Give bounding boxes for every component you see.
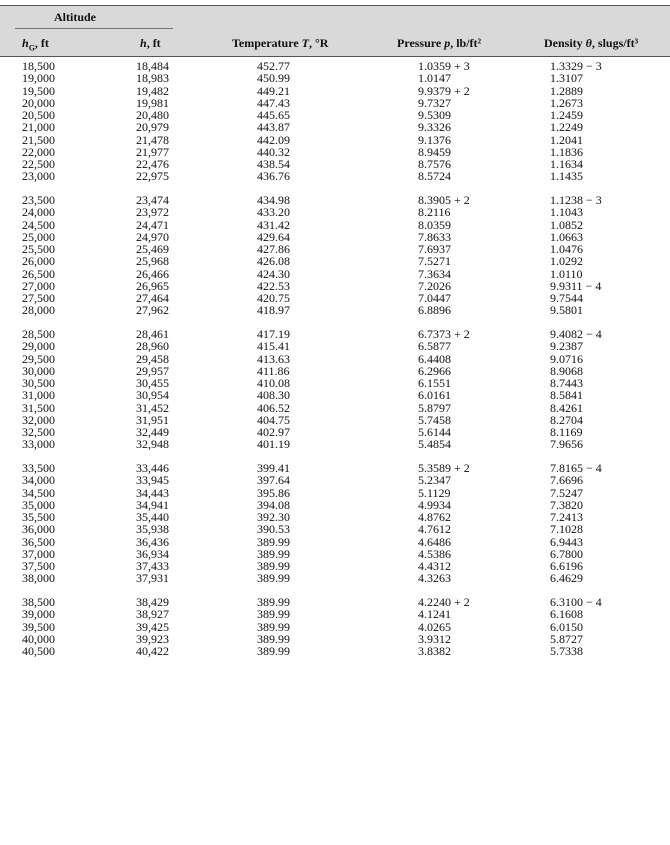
pressure-cell: 8.7576 <box>418 157 451 171</box>
pressure-cell: 5.3589 + 2 <box>418 461 470 475</box>
hg-cell: 38,000 <box>22 571 55 586</box>
temperature-cell: 408.30 <box>257 388 290 403</box>
pressure-cell: 7.0447 <box>418 291 451 305</box>
temperature-cell: 389.99 <box>257 571 290 586</box>
hg-cell: 39,500 <box>22 619 55 634</box>
h-cell: 20,480 <box>136 108 169 122</box>
density-cell: 6.1608 <box>550 607 583 622</box>
density-header: Density θ, slugs/ft³ <box>544 36 639 50</box>
temperature-cell: 413.63 <box>257 351 290 366</box>
temperature-cell: 431.42 <box>257 217 290 232</box>
h-cell: 37,433 <box>136 559 169 573</box>
temperature-cell: 445.65 <box>257 108 290 122</box>
pressure-cell: 6.2966 <box>418 363 451 378</box>
temperature-cell: 417.19 <box>257 327 290 341</box>
pressure-cell: 5.7458 <box>418 412 451 427</box>
h-cell: 29,458 <box>136 351 169 366</box>
pressure-cell: 6.1551 <box>418 376 451 390</box>
density-cell: 1.2889 <box>550 83 583 98</box>
hg-cell: 29,000 <box>22 339 55 354</box>
density-cell: 1.1435 <box>550 169 583 184</box>
h-cell: 40,422 <box>136 644 169 658</box>
h-cell: 27,464 <box>136 291 169 305</box>
density-cell: 1.2673 <box>550 95 583 110</box>
hg-cell: 20,500 <box>22 108 55 122</box>
hg-cell: 30,000 <box>22 363 55 378</box>
density-cell: 8.4261 <box>550 400 583 415</box>
temperature-cell: 442.09 <box>257 132 290 147</box>
hg-cell: 28,500 <box>22 327 55 341</box>
h-cell: 38,927 <box>136 607 169 622</box>
pressure-header: Pressure p, lb/ft² <box>397 36 482 50</box>
h-cell: 39,923 <box>136 631 169 646</box>
h-cell: 19,482 <box>136 83 169 98</box>
hg-cell: 28,000 <box>22 303 55 318</box>
temperature-cell: 436.76 <box>257 169 290 184</box>
temperature-cell: 424.30 <box>257 266 290 281</box>
density-cell: 1.1043 <box>550 205 583 220</box>
h-cell: 21,478 <box>136 132 169 147</box>
hg-cell: 31,000 <box>22 388 55 403</box>
h-cell: 27,962 <box>136 303 169 318</box>
hg-cell: 25,500 <box>22 242 55 256</box>
pressure-cell: 4.8762 <box>418 510 451 524</box>
pressure-cell: 4.1241 <box>418 607 451 622</box>
hg-cell: 22,500 <box>22 157 55 171</box>
temperature-cell: 389.99 <box>257 631 290 646</box>
hg-cell: 36,500 <box>22 534 55 549</box>
pressure-cell: 5.1129 <box>418 485 451 500</box>
hg-cell: 36,000 <box>22 522 55 537</box>
density-cell: 9.5801 <box>550 303 583 318</box>
pressure-cell: 5.2347 <box>418 473 451 488</box>
header-bottom-rule <box>0 56 670 57</box>
density-cell: 9.9311 − 4 <box>550 278 602 293</box>
density-cell: 1.2041 <box>550 132 583 147</box>
pressure-cell: 9.9379 + 2 <box>418 83 470 98</box>
pressure-cell: 6.4408 <box>418 351 451 366</box>
geopotential-altitude-header: h, ft <box>140 36 161 50</box>
temperature-cell: 429.64 <box>257 229 290 244</box>
h-cell: 34,941 <box>136 497 169 512</box>
temperature-cell: 399.41 <box>257 461 290 475</box>
pressure-cell: 9.7327 <box>418 95 451 110</box>
density-cell: 1.3329 − 3 <box>550 59 602 73</box>
pressure-cell: 9.5309 <box>418 108 451 122</box>
hg-cell: 32,500 <box>22 425 55 439</box>
density-cell: 6.0150 <box>550 619 583 634</box>
altitude-group-header: Altitude <box>54 10 96 24</box>
temperature-cell: 438.54 <box>257 157 290 171</box>
hg-cell: 26,000 <box>22 254 55 269</box>
h-cell: 26,965 <box>136 278 169 293</box>
temperature-cell: 392.30 <box>257 510 290 524</box>
density-cell: 1.1238 − 3 <box>550 193 602 207</box>
density-cell: 8.1169 <box>550 425 583 439</box>
h-cell: 18,484 <box>136 59 169 73</box>
pressure-cell: 8.0359 <box>418 217 451 232</box>
density-cell: 1.0110 <box>550 266 583 281</box>
h-cell: 19,981 <box>136 95 169 110</box>
density-cell: 9.0716 <box>550 351 583 366</box>
temperature-cell: 427.86 <box>257 242 290 256</box>
density-cell: 8.5841 <box>550 388 583 403</box>
hg-cell: 35,500 <box>22 510 55 524</box>
hg-cell: 33,500 <box>22 461 55 475</box>
hg-cell: 35,000 <box>22 497 55 512</box>
h-cell: 38,429 <box>136 595 169 609</box>
density-cell: 9.2387 <box>550 339 583 354</box>
h-cell: 26,466 <box>136 266 169 281</box>
density-cell: 6.6196 <box>550 559 583 573</box>
temperature-cell: 449.21 <box>257 83 290 98</box>
density-cell: 7.3820 <box>550 497 583 512</box>
hg-cell: 31,500 <box>22 400 55 415</box>
h-cell: 32,449 <box>136 425 169 439</box>
temperature-cell: 420.75 <box>257 291 290 305</box>
density-cell: 6.7800 <box>550 546 583 561</box>
h-cell: 23,474 <box>136 193 169 207</box>
hg-cell: 20,000 <box>22 95 55 110</box>
h-cell: 21,977 <box>136 144 169 159</box>
h-cell: 29,957 <box>136 363 169 378</box>
density-cell: 7.1028 <box>550 522 583 537</box>
density-cell: 5.7338 <box>550 644 583 658</box>
temperature-cell: 406.52 <box>257 400 290 415</box>
hg-cell: 30,500 <box>22 376 55 390</box>
pressure-cell: 5.8797 <box>418 400 451 415</box>
h-cell: 24,970 <box>136 229 169 244</box>
hg-cell: 26,500 <box>22 266 55 281</box>
pressure-cell: 8.5724 <box>418 169 451 184</box>
hg-cell: 22,000 <box>22 144 55 159</box>
hg-cell: 33,000 <box>22 437 55 452</box>
h-cell: 36,436 <box>136 534 169 549</box>
pressure-cell: 4.0265 <box>418 619 451 634</box>
h-cell: 18,983 <box>136 71 169 86</box>
pressure-cell: 5.4854 <box>418 437 451 452</box>
temperature-cell: 433.20 <box>257 205 290 220</box>
pressure-cell: 1.0147 <box>418 71 451 86</box>
density-cell: 6.3100 − 4 <box>550 595 602 609</box>
hg-cell: 24,500 <box>22 217 55 232</box>
temperature-cell: 410.08 <box>257 376 290 390</box>
temperature-cell: 389.99 <box>257 619 290 634</box>
hg-cell: 40,500 <box>22 644 55 658</box>
h-cell: 28,960 <box>136 339 169 354</box>
h-cell: 32,948 <box>136 437 169 452</box>
hg-cell: 40,000 <box>22 631 55 646</box>
pressure-cell: 6.0161 <box>418 388 451 403</box>
temperature-cell: 422.53 <box>257 278 290 293</box>
density-cell: 1.2459 <box>550 108 583 122</box>
temperature-cell: 394.08 <box>257 497 290 512</box>
pressure-cell: 6.5877 <box>418 339 451 354</box>
h-cell: 23,972 <box>136 205 169 220</box>
density-cell: 5.8727 <box>550 631 583 646</box>
h-cell: 33,446 <box>136 461 169 475</box>
temperature-cell: 452.77 <box>257 59 290 73</box>
hg-cell: 29,500 <box>22 351 55 366</box>
pressure-cell: 6.7373 + 2 <box>418 327 470 341</box>
density-cell: 8.7443 <box>550 376 583 390</box>
temperature-cell: 389.99 <box>257 644 290 658</box>
temperature-cell: 397.64 <box>257 473 290 488</box>
temperature-cell: 450.99 <box>257 71 290 86</box>
temperature-cell: 389.99 <box>257 595 290 609</box>
temperature-cell: 426.08 <box>257 254 290 269</box>
hg-cell: 34,000 <box>22 473 55 488</box>
h-cell: 35,440 <box>136 510 169 524</box>
h-cell: 37,931 <box>136 571 169 586</box>
hg-cell: 38,500 <box>22 595 55 609</box>
geometric-altitude-header: $h_G$, ft <box>22 36 49 53</box>
hg-cell: 21,500 <box>22 132 55 147</box>
h-cell: 28,461 <box>136 327 169 341</box>
temperature-cell: 415.41 <box>257 339 290 354</box>
density-cell: 7.6696 <box>550 473 583 488</box>
density-cell: 9.4082 − 4 <box>550 327 602 341</box>
density-cell: 1.0852 <box>550 217 583 232</box>
temperature-cell: 389.99 <box>257 559 290 573</box>
pressure-cell: 4.9934 <box>418 497 451 512</box>
density-cell: 6.4629 <box>550 571 583 586</box>
pressure-cell: 6.8896 <box>418 303 451 318</box>
pressure-cell: 7.2026 <box>418 278 451 293</box>
pressure-cell: 8.2116 <box>418 205 451 220</box>
density-cell: 7.5247 <box>550 485 583 500</box>
pressure-cell: 9.1376 <box>418 132 451 147</box>
temperature-cell: 447.43 <box>257 95 290 110</box>
hg-cell: 32,000 <box>22 412 55 427</box>
density-cell: 7.2413 <box>550 510 583 524</box>
density-cell: 1.0663 <box>550 229 583 244</box>
hg-cell: 21,000 <box>22 120 55 135</box>
hg-cell: 23,500 <box>22 193 55 207</box>
hg-cell: 27,500 <box>22 291 55 305</box>
temperature-cell: 440.32 <box>257 144 290 159</box>
temperature-cell: 404.75 <box>257 412 290 427</box>
temperature-cell: 395.86 <box>257 485 290 500</box>
hg-cell: 37,000 <box>22 546 55 561</box>
h-cell: 30,954 <box>136 388 169 403</box>
hg-cell: 23,000 <box>22 169 55 184</box>
pressure-cell: 4.5386 <box>418 546 451 561</box>
hg-cell: 27,000 <box>22 278 55 293</box>
hg-cell: 19,500 <box>22 83 55 98</box>
hg-cell: 24,000 <box>22 205 55 220</box>
pressure-cell: 4.7612 <box>418 522 451 537</box>
pressure-cell: 7.8633 <box>418 229 451 244</box>
hg-cell: 18,500 <box>22 59 55 73</box>
hg-cell: 37,500 <box>22 559 55 573</box>
hg-cell: 25,000 <box>22 229 55 244</box>
h-cell: 34,443 <box>136 485 169 500</box>
density-cell: 7.8165 − 4 <box>550 461 602 475</box>
density-cell: 1.3107 <box>550 71 583 86</box>
pressure-cell: 7.3634 <box>418 266 451 281</box>
temperature-cell: 418.97 <box>257 303 290 318</box>
temperature-cell: 389.99 <box>257 534 290 549</box>
pressure-cell: 4.3263 <box>418 571 451 586</box>
hg-cell: 39,000 <box>22 607 55 622</box>
h-cell: 25,469 <box>136 242 169 256</box>
h-cell: 24,471 <box>136 217 169 232</box>
h-cell: 31,452 <box>136 400 169 415</box>
pressure-cell: 5.6144 <box>418 425 451 439</box>
temperature-cell: 402.97 <box>257 425 290 439</box>
density-cell: 8.9068 <box>550 363 583 378</box>
temperature-cell: 401.19 <box>257 437 290 452</box>
temperature-cell: 443.87 <box>257 120 290 135</box>
pressure-cell: 3.8382 <box>418 644 451 658</box>
h-cell: 36,934 <box>136 546 169 561</box>
density-cell: 6.9443 <box>550 534 583 549</box>
pressure-cell: 1.0359 + 3 <box>418 59 470 73</box>
altitude-group-rule <box>15 28 173 29</box>
density-cell: 1.0476 <box>550 242 583 256</box>
density-cell: 1.0292 <box>550 254 583 269</box>
pressure-cell: 8.3905 + 2 <box>418 193 470 207</box>
density-cell: 1.1836 <box>550 144 583 159</box>
pressure-cell: 7.6937 <box>418 242 451 256</box>
h-cell: 22,476 <box>136 157 169 171</box>
temperature-cell: 389.99 <box>257 546 290 561</box>
density-cell: 9.7544 <box>550 291 583 305</box>
h-cell: 30,455 <box>136 376 169 390</box>
hg-cell: 34,500 <box>22 485 55 500</box>
pressure-cell: 7.5271 <box>418 254 451 269</box>
h-cell: 31,951 <box>136 412 169 427</box>
temperature-cell: 411.86 <box>257 363 290 378</box>
temperature-cell: 434.98 <box>257 193 290 207</box>
density-cell: 1.2249 <box>550 120 583 135</box>
pressure-cell: 9.3326 <box>418 120 451 135</box>
h-cell: 22,975 <box>136 169 169 184</box>
temperature-cell: 389.99 <box>257 607 290 622</box>
h-cell: 33,945 <box>136 473 169 488</box>
temperature-header: Temperature T, °R <box>232 36 329 50</box>
h-cell: 39,425 <box>136 619 169 634</box>
pressure-cell: 4.6486 <box>418 534 451 549</box>
pressure-cell: 4.4312 <box>418 559 451 573</box>
density-cell: 1.1634 <box>550 157 583 171</box>
pressure-cell: 4.2240 + 2 <box>418 595 470 609</box>
h-cell: 25,968 <box>136 254 169 269</box>
density-cell: 8.2704 <box>550 412 583 427</box>
pressure-cell: 3.9312 <box>418 631 451 646</box>
pressure-cell: 8.9459 <box>418 144 451 159</box>
density-cell: 7.9656 <box>550 437 583 452</box>
hg-cell: 19,000 <box>22 71 55 86</box>
h-cell: 35,938 <box>136 522 169 537</box>
h-cell: 20,979 <box>136 120 169 135</box>
temperature-cell: 390.53 <box>257 522 290 537</box>
